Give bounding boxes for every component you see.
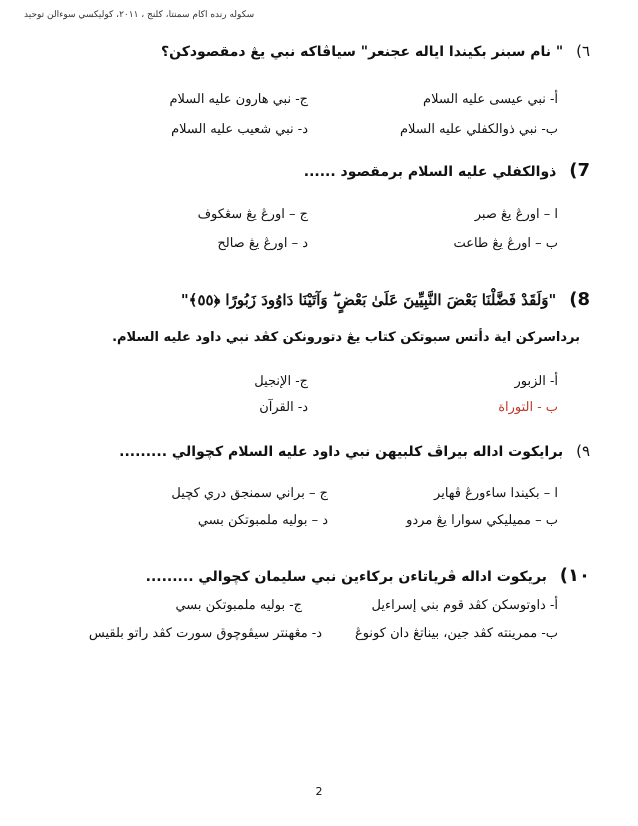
q7-option-a: ا – اورڠ يڠ صبر — [474, 207, 558, 222]
question-10-text: بريکوت اداله ڤرياتاءن برکاءين نبي سليمان کچوالي ......... — [145, 569, 547, 585]
q10-option-a: أ- داوتوسکن کڤد قوم بني إسراءيل — [371, 598, 558, 613]
question-8-text: برداسرکن اية دأتس سبوتکن کتاب يڠ دتورونکن کڤد نبي داود عليه السلام. — [112, 330, 580, 345]
q8-option-b: ب - التوراة — [498, 400, 558, 415]
q9-option-c: ج – براني سمنجق دري کچيل — [171, 486, 328, 501]
q9-option-a: ا – بکيندا ساءورڠ ڤهاير — [434, 486, 558, 501]
question-6-text: " نام سبنر بکيندا اياله عجنعر" سياڤاکه نبي يڠ دمقصودکن؟ — [161, 44, 564, 60]
q6-option-c: ج- نبي هارون عليه السلام — [169, 92, 308, 107]
question-10 — [30, 565, 590, 586]
question-9 — [30, 442, 590, 460]
question-8-number: 8) — [569, 289, 590, 310]
question-7-number: 7) — [569, 160, 590, 181]
q6-option-a: أ- نبي عيسى عليه السلام — [423, 92, 558, 107]
question-6 — [30, 42, 590, 60]
q10-option-d: د- مڠهنتر سيڤوچوق سورت کڤد راتو بلقيس — [88, 626, 322, 641]
question-7-text: ذوالكفلي عليه السلام برمقصود ...... — [303, 164, 557, 180]
question-8 — [30, 289, 590, 310]
q7-option-b: ب – اورڠ يڠ طاعت — [453, 236, 558, 251]
q9-option-d: د – بوليه ملمبوتکن بسي — [197, 513, 328, 528]
q6-option-d: د- نبي شعيب عليه السلام — [171, 122, 308, 137]
q7-option-c: ج – اورڠ يڠ سڠکوف — [197, 207, 308, 222]
q8-option-c: ج- الإنجيل — [254, 374, 308, 389]
question-10-number: ١٠) — [559, 565, 590, 586]
q6-option-b: ب- نبي ذوالكفلي عليه السلام — [400, 122, 558, 137]
q9-option-b: ب – مميليکي سوارا يڠ مردو — [406, 513, 558, 528]
q7-option-d: د – اورڠ يڠ صالح — [217, 236, 308, 251]
page-header: سکوله رنده اکام سمنتا، کلنج ، ٢٠١١، کوليکسي سوءالن توحيد — [24, 10, 255, 20]
q10-option-b: ب- ممرينته کڤد جين، بيناتڠ دان کونوڠ — [354, 626, 558, 641]
question-9-text: برايکوت اداله بيراڤ کلبيهن نبي داود عليه السلام کچوالي ......... — [119, 444, 564, 460]
q8-option-d: د- القرآن — [259, 400, 308, 415]
question-6-number: ٦) — [576, 42, 590, 60]
page-number: 2 — [315, 785, 323, 798]
question-7 — [30, 160, 590, 181]
question-9-number: ٩) — [576, 442, 590, 460]
q8-option-a: أ- الزبور — [514, 374, 558, 389]
q10-option-c: ج- بوليه ملمبوتکن بسي — [175, 598, 302, 613]
question-8-verse: "وَلَقَدْ فَضَّلْنَا بَعْضَ النَّبِيِّينَ عَلَىٰ بَعْضٍ ۖ وَآتَيْنَا دَاوُودَ زَبُورًا ﴿٥٥﴾" — [180, 291, 557, 309]
